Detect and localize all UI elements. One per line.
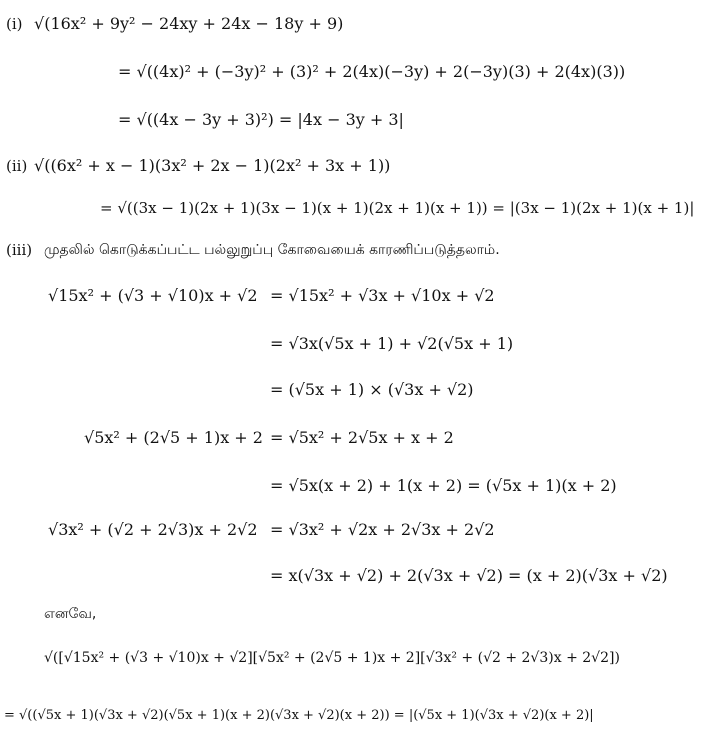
eq3-step2: = x(√3x + √2) + 2(√3x + √2) = (x + 2)(√3x + √2) [270,566,668,585]
part-i-label: (i) [6,15,23,33]
part-i-expression: √(16x² + 9y² − 24xy + 24x − 18y + 9) [34,14,344,33]
eq1-lhs: √15x² + (√3 + √10)x + √2 [48,286,258,305]
final-result: = √((√5x + 1)(√3x + √2)(√5x + 1)(x + 2)(√3x + √2)(x + 2)) = |(√5x + 1)(√3x + √2)(x + 2)| [4,708,594,723]
part-ii-label: (ii) [6,157,28,175]
eq2-step1: = √5x² + 2√5x + x + 2 [270,428,454,447]
part-iii-intro: முதலில் கொடுக்கப்பட்ட பல்லுறுப்பு கோவையைக் காரணிப்படுத்தலாம். [44,242,500,258]
part-i-result: = √((4x − 3y + 3)²) = |4x − 3y + 3| [118,110,404,129]
eq1-step1: = √15x² + √3x + √10x + √2 [270,286,495,305]
part-i-expansion: = √((4x)² + (−3y)² + (3)² + 2(4x)(−3y) + 2(−3y)(3) + 2(4x)(3)) [118,62,626,81]
eq2-step2: = √5x(x + 2) + 1(x + 2) = (√5x + 1)(x + 2) [270,476,617,495]
part-ii-result: = √((3x − 1)(2x + 1)(3x − 1)(x + 1)(2x + 1)(x + 1)) = |(3x − 1)(2x + 1)(x + 1)| [100,199,695,217]
eq1-step2: = √3x(√5x + 1) + √2(√5x + 1) [270,334,514,353]
eq3-step1: = √3x² + √2x + 2√3x + 2√2 [270,520,495,539]
hence-label: எனவே, [44,606,97,622]
eq1-step3: = (√5x + 1) × (√3x + √2) [270,380,474,399]
part-ii-expression: √((6x² + x − 1)(3x² + 2x − 1)(2x² + 3x + 1)) [34,156,391,175]
final-expression: √([√15x² + (√3 + √10)x + √2][√5x² + (2√5 + 1)x + 2][√3x² + (√2 + 2√3)x + 2√2]) [44,650,620,666]
eq3-lhs: √3x² + (√2 + 2√3)x + 2√2 [48,520,258,539]
eq2-lhs: √5x² + (2√5 + 1)x + 2 [84,428,263,447]
part-iii-label: (iii) [6,241,33,259]
